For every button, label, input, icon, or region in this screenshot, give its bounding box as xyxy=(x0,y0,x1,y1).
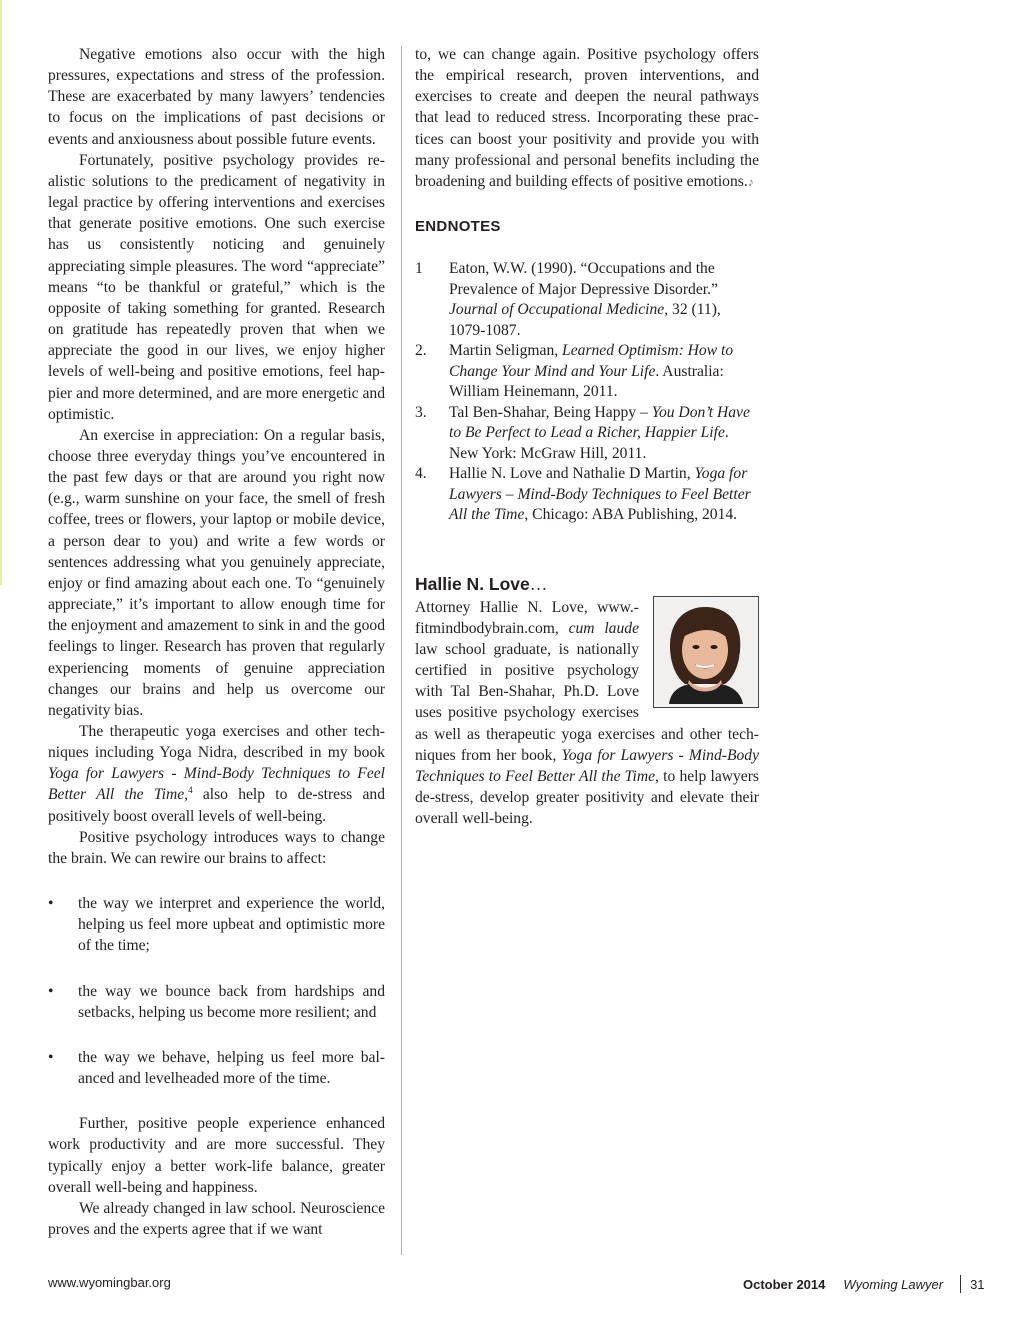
bullet-icon: • xyxy=(48,982,54,1000)
endnote-number: 3. xyxy=(415,403,427,421)
author-bio-heading xyxy=(415,574,759,595)
paragraph xyxy=(48,721,385,827)
footer-separator xyxy=(960,1275,961,1293)
endnote-text: , Chicago: ABA Publishing, 2014. xyxy=(524,506,738,524)
author-bio xyxy=(415,597,759,830)
endnote-text: Hallie N. Love and Nathalie D Martin, xyxy=(449,465,695,483)
list-item xyxy=(48,893,385,956)
endnote-text: Eaton, W.W. (1990). “Occupations and the Prevalence of Major Depressive Disorder.” xyxy=(449,260,718,298)
endnote-text: Martin Seligman, xyxy=(449,342,563,360)
paragraph: Negative emotions also occur with the high pressures, expectations and stress of the profession. These are exacerbated by many lawyers’ tendencies to focus on the implications of past decisions or events and anxiousness about possible future events. xyxy=(48,46,385,148)
endnote-title: Yoga for Lawyers – Mind-Body Techniques to Feel Better All the Time xyxy=(449,465,751,524)
author-photo xyxy=(653,596,759,708)
paragraph-text: also help to de-stress and positively boost overall levels of well-being. xyxy=(48,786,386,825)
column-divider xyxy=(401,46,402,1255)
endnote-text: . New York: McGraw Hill, 2011. xyxy=(449,424,729,462)
list-item-text: the way we bounce back from hardships and setbacks, helping us become more resilient; and xyxy=(78,982,385,1021)
bio-emphasis: cum laude xyxy=(568,619,639,637)
right-column xyxy=(415,44,759,829)
paragraph-text: to, we can change again. Positive psychology offers the empirical research, proven interventions, and exercises to create and deepen the neural pathways that lead to reduced stress. Incorporating these practices can boost your positivity and provide you with many professional and personal benefits including the broadening and building effects of positive emotions. xyxy=(415,46,759,190)
endnote-ref: 4 xyxy=(188,785,193,796)
endnote-item xyxy=(415,341,759,403)
paragraph: Positive psychology introduces ways to change the brain. We can rewire our brains to affect: xyxy=(48,828,385,867)
end-of-article-icon: ♪ xyxy=(747,174,754,189)
endnote-number: 4. xyxy=(415,465,427,483)
bullet-list xyxy=(48,893,385,1089)
list-item-text: the way we interpret and experience the world, helping us feel more upbeat and optimistic more of the time; xyxy=(78,895,385,955)
endnotes-list xyxy=(415,259,759,526)
paragraph xyxy=(415,44,759,193)
endnote-number: 1 xyxy=(415,260,423,278)
paragraph-text: The therapeutic yoga exercises and other techniques including Yoga Nidra, described in my book xyxy=(48,723,385,762)
bio-text: law school graduate, is nationally certified in positive psychology with Tal Ben-Shahar, Ph.D. Love uses positive psychology exercises as well as therapeutic yoga exercises and other techniques from her book, xyxy=(415,640,759,764)
endnote-title: Journal of Occupational Medicine xyxy=(449,301,665,319)
endnote-text: , 32 (11), 1079-1087. xyxy=(449,301,721,339)
left-column xyxy=(48,44,385,1240)
author-name: Hallie N. Love xyxy=(415,573,530,594)
book-title: Yoga for Lawyers - Mind-Body Techniques to Feel Better All the Time, xyxy=(48,765,385,804)
endnote-item xyxy=(415,464,759,526)
footer-issue-info xyxy=(743,1275,985,1293)
endnote-title: You Don’t Have to Be Perfect to Lead a Richer, Happier Life xyxy=(449,403,750,442)
heading-ellipsis: … xyxy=(529,573,548,594)
endnote-title: Learned Optimism: How to Change Your Mind and Your Life xyxy=(449,342,734,380)
bio-text: Attorney Hallie N. Love, www.fitmindbodybrain.com, xyxy=(415,598,639,637)
issue-date: October 2014 xyxy=(743,1277,826,1292)
endnotes-heading: ENDNOTES xyxy=(415,218,501,236)
magazine-name: Wyoming Lawyer xyxy=(843,1277,944,1292)
book-title: Yoga for Lawyers - Mind-Body Techniques to Feel Better All the Time xyxy=(415,746,759,785)
page-number: 31 xyxy=(970,1277,985,1292)
paragraph: Further, positive people experience enhanced work productivity and are more successful. They typically enjoy a better work-life balance, greater overall well-being and happiness. xyxy=(48,1115,385,1196)
paragraph: Fortunately, positive psychology provides realistic solutions to the predicament of negativity in legal practice by offering interventions and exercises that generate positive emotions. One such exercise has us consistently noticing and genuinely appreciating simple pleasures. The word “appreciate” means “to be thankful or grateful,” which is the opposite of taking something for granted. Research on gratitude has repeatedly proven that when we appreciate the good in our lives, we enjoy higher levels of well-being and positive emotions, feel happier and more determined, and are more energetic and optimistic. xyxy=(48,151,385,423)
list-item xyxy=(48,1047,385,1089)
endnote-number: 2. xyxy=(415,342,427,360)
endnote-text: Tal Ben-Shahar, Being Happy – xyxy=(449,403,652,421)
endnote-text: . Australia: William Heinemann, 2011. xyxy=(449,362,724,401)
paragraph: We already changed in law school. Neuroscience proves and the experts agree that if we want xyxy=(48,1199,385,1238)
list-item-text: the way we behave, helping us feel more balanced and levelheaded more of the time. xyxy=(78,1048,385,1088)
endnote-item xyxy=(415,403,759,465)
bullet-icon: • xyxy=(48,895,54,913)
bullet-icon: • xyxy=(48,1048,54,1066)
list-item xyxy=(48,981,385,1023)
footer-website[interactable]: www.wyomingbar.org xyxy=(48,1275,171,1290)
paragraph: An exercise in appreciation: On a regular basis, choose three everyday things you’ve encountered in the past few days or that are around you right now (e.g., warm sunshine on your face, the smell of fresh coffee, trees or flowers, your laptop or mobile device, a person dear to you) and write a few words or sentences addressing what you genuinely appreciate, enjoy or find amazing about each one. To “genuinely appreciate,” it’s important to allow enough time for the enjoyment and amazement to sink in and the good feelings to linger. Research has proven that regularly experiencing moments of genuine appreciation changes our brains and help us overcome our negativity bias. xyxy=(48,426,385,719)
bio-text: , to help lawyers de-stress, develop greater positivity and elevate their overall well-being. xyxy=(415,767,759,828)
edge-color-strip xyxy=(0,0,2,585)
endnote-item xyxy=(415,259,759,341)
